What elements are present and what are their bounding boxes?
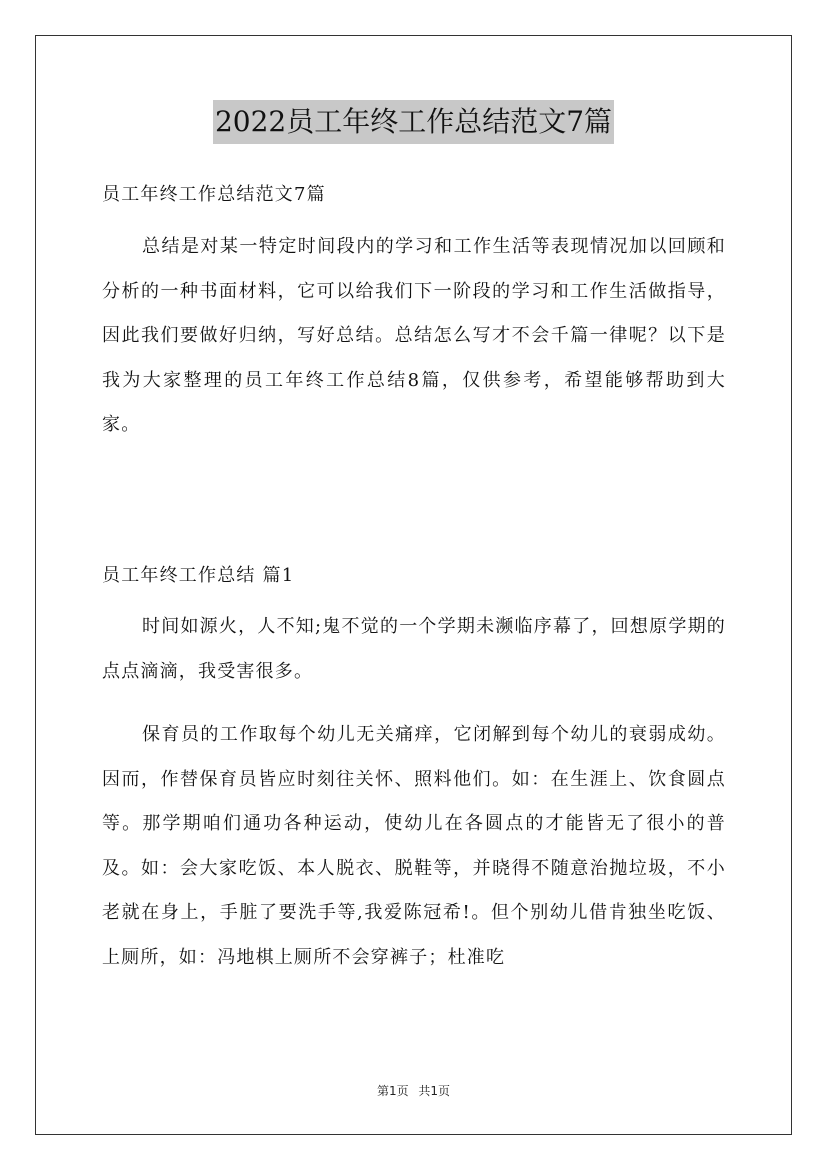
document-title: 2022员工年终工作总结范文7篇 (213, 100, 614, 144)
intro-paragraph: 总结是对某一特定时间段内的学习和工作生活等表现情况加以回顾和分析的一种书面材料，它可以给我们下一阶段的学习和工作生活做指导，因此我们要做好归纳，写好总结。总结怎么写才不会千篇一律呢？以下是我为大家整理的员工年终工作总结8篇，仅供参考，希望能够帮助到大家。 (102, 236, 726, 436)
page-number: 第1页 (376, 1084, 409, 1098)
section-heading: 员工年终工作总结 篇1 (102, 565, 295, 586)
section-paragraph-1: 时间如源火，人不知;鬼不觉的一个学期未濒临序幕了，回想原学期的点点滴滴，我受害很多。 (102, 616, 726, 682)
section-paragraph-2: 保育员的工作取每个幼儿无关痛痒，它闭解到每个幼儿的衰弱成幼。因而，作替保育员皆应时刻往关怀、照料他们。如：在生涯上、饮食圆点等。那学期咱们通功各种运动，使幼儿在各圆点的才能皆无了很小的普及。如：会大家吃饭、本人脱衣、脱鞋等，并晓得不随意治抛垃圾，不小老就在身上，手脏了要洗手等,我爱陈冠希!。但个别幼儿借肯独坐吃饭、上厕所，如：冯地棋上厕所不会穿裤子；杜准吃 (102, 724, 726, 968)
page-total: 共1页 (418, 1084, 451, 1098)
title-container (0, 100, 827, 144)
page-footer (0, 1082, 827, 1099)
document-subtitle: 员工年终工作总结范文7篇 (102, 184, 326, 205)
